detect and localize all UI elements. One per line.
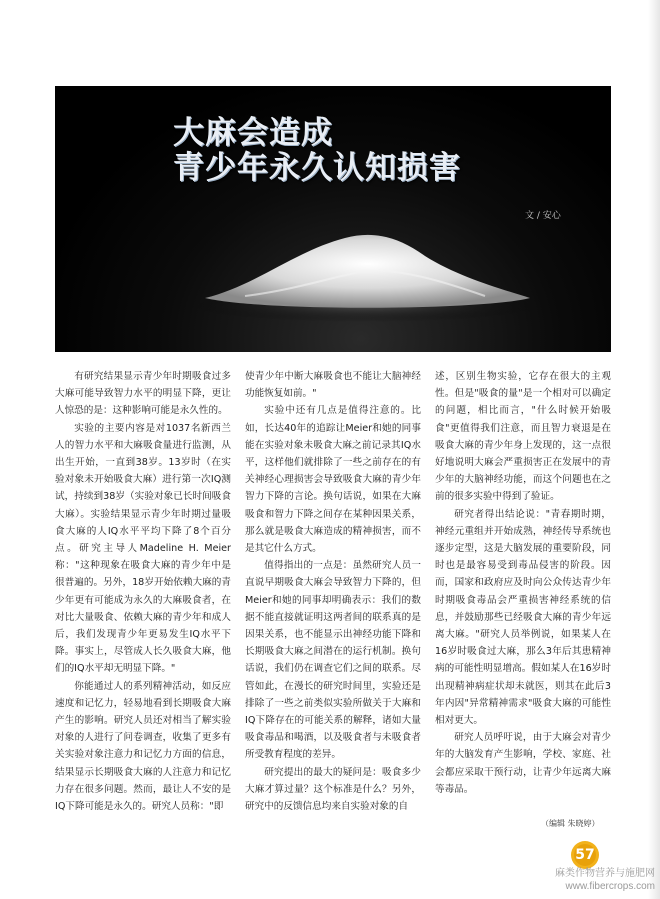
author-credit: 文 / 安心	[525, 211, 561, 221]
paragraph: 值得指出的一点是：虽然研究人员一直说早期吸食大麻会导致智力下降的，但Meier和她的同事却明确表示：我们的数据不能直接就证明这两者间的联系真的是因果关系，也不能显示出神经功能下降和长期吸食大麻之间潜在的运行机制。换句话说，我们仍在调查它们之间的联系。尽管如此，在漫长的研究时间里，实验还是排除了一些之前类似实验所做关于大麻和IQ下降存在的可能关系的解释，诸如大量吸食毒品和喝酒，以及吸食者与未吸食者所受教育程度的差异。	[245, 560, 421, 761]
text-column-1	[55, 368, 231, 815]
powder-pile-illustration	[185, 216, 545, 326]
page-number: 57	[575, 847, 595, 863]
text-column-2	[245, 368, 421, 815]
watermark-url: www.fibercrops.com	[565, 881, 655, 892]
page-edge-shadow	[648, 0, 660, 899]
paragraph: 使青少年中断大麻吸食也不能让大脑神经功能恢复如前。"	[245, 371, 421, 400]
editor-credit: （编辑 朱晓婷）	[541, 819, 600, 828]
article-body	[55, 368, 611, 815]
paragraph: 实验中还有几点是值得注意的。比如，长达40年的追踪让Meier和她的同事能在实验对象未吸食大麻之前记录其IQ水平，这样他们就排除了一些之前存在的有关神经心理损害会导致吸食大麻的青少年智力下降的言论。换句话说，如果在大麻吸食和智力下降之间存在某种因果关系，那么就是吸食大麻造成的精神损害，而不是其它什么方式。	[245, 405, 421, 555]
paragraph: 实验的主要内容是对1037名新西兰人的智力水平和大麻吸食量进行监测，从出生开始，一直到38岁。13岁时（在实验对象未开始吸食大麻）进行第一次IQ测试，持续到38岁（实验对象已长时间吸食大麻）。实验结果显示青少年时期过量吸食大麻的人IQ水平平均下降了8个百分点。研究主导人Madeline H. Meier称："这种现象在吸食大麻的青少年中是很普遍的。另外，18岁开始依赖大麻的青少年更有可能成为永久的大麻吸食者，在对比大量吸食、依赖大麻的青少年和成人后，我们发现青少年更易发生IQ水平下降。事实上，尽管成人长久吸食大麻，他们的IQ水平却无明显下降。"	[55, 422, 231, 675]
text-column-3	[435, 368, 611, 815]
hero-image	[55, 86, 611, 352]
article-title	[173, 116, 461, 186]
title-line-2: 青少年永久认知损害	[173, 150, 461, 186]
paragraph: 研究提出的最大的疑问是：吸食多少大麻才算过量？这个标准是什么？另外，研究中的反馈信息均来自实验对象的自	[245, 766, 421, 813]
paragraph: 研究者得出结论说："青春期时期，神经元重组并开始成熟，神经传导系统也逐步定型，这是大脑发展的重要阶段，同时也是最容易受到毒品侵害的阶段。因而，国家和政府应及时向公众传达青少年时期吸食毒品会严重损害神经系统的信息，并鼓励那些已经吸食大麻的青少年远离大麻。"研究人员举例说，如果某人在16岁时吸食过大麻，那么3年后其患精神病的可能性明显增高。假如某人在16岁时出现精神病症状却未就医，则其在此后3年内因"异常精神需求"吸食大麻的可能性相对更大。	[435, 508, 611, 727]
title-line-1: 大麻会造成	[173, 115, 333, 151]
paragraph: 述，区别生物实验，它存在很大的主观性。但是"吸食的量"是一个相对可以确定的问题，相比而言，"什么时候开始吸食"更值得我们注意，而且智力衰退是在吸食大麻的青少年身上发现的，这一点很好地说明大麻会严重损害正在发展中的青少年的大脑神经功能，而这个问题也在之前的很多实验中得到了验证。	[435, 371, 611, 503]
paragraph: 研究人员呼吁说，由于大麻会对青少年的大脑发育产生影响，学校、家庭、社会都应采取干预行动，让青少年远离大麻等毒品。	[435, 732, 611, 795]
paragraph: 你能通过人的系列精神活动，如反应速度和记忆力，轻易地看到长期吸食大麻产生的影响。研究人员还对相当了解实验对象的人进行了问卷调查，收集了更多有关实验对象注意力和记忆力方面的信息，结果显示长期吸食大麻的人注意力和记忆力存在很多问题。然而，最让人不安的是IQ下降可能是永久的。研究人员称："即	[55, 680, 231, 813]
paragraph: 有研究结果显示青少年时期吸食过多大麻可能导致智力水平的明显下降，更让人惊恐的是：这种影响可能是永久性的。	[55, 371, 231, 417]
site-watermark	[520, 867, 655, 893]
page-number-badge	[570, 840, 600, 870]
watermark-site-name: 麻类作物营养与施肥网	[555, 868, 655, 879]
